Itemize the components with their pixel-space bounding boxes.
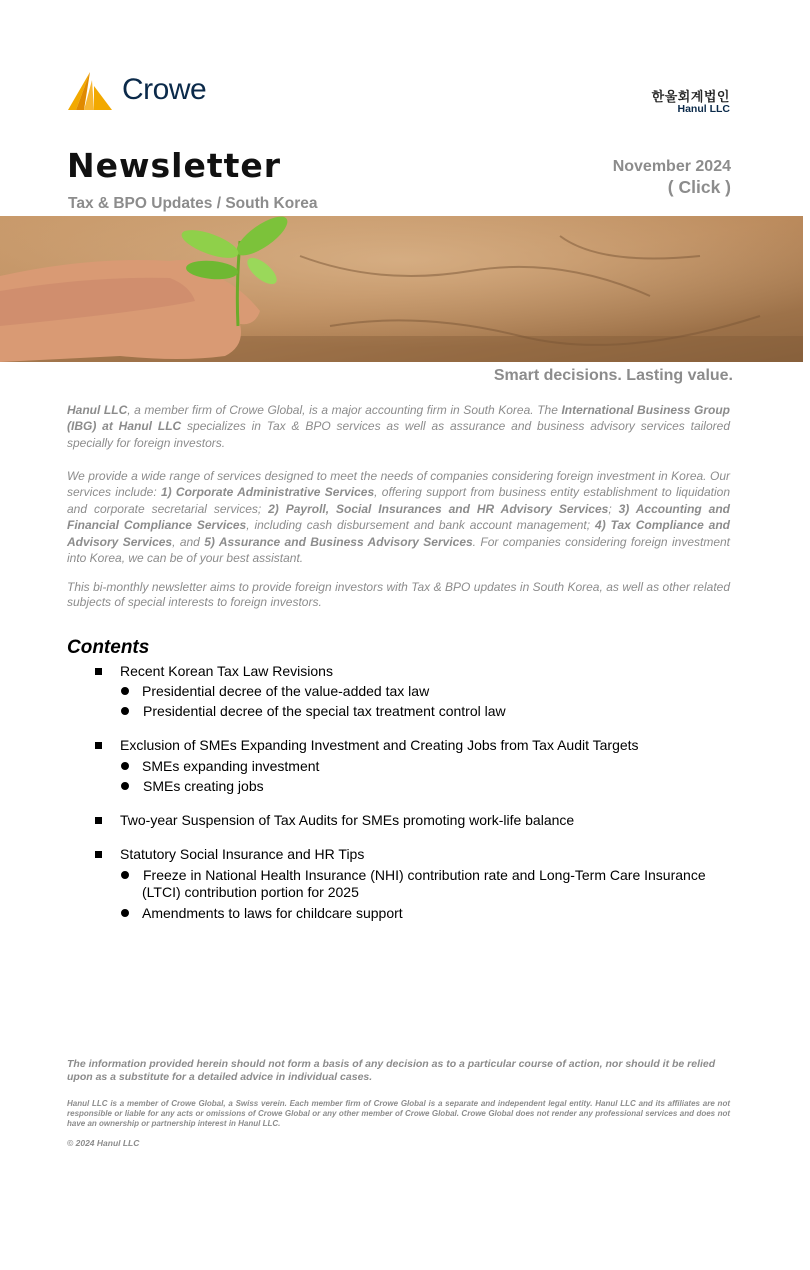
intro-paragraph-2-run: ; [608,501,619,516]
contents-section-2[interactable]: Exclusion of SMEs Expanding Investment and Creating Jobs from Tax Audit Targets [120,737,639,753]
intro-paragraph-1-run: specializes in Tax & BPO services as well as assurance and business advisory services tailored specially for foreign investors. [67,419,730,450]
contents-section-3[interactable]: Two-year Suspension of Tax Audits for SMEs promoting work-life balance [120,812,575,828]
round-bullet-icon [121,687,129,695]
tagline: Smart decisions. Lasting value. [493,367,733,384]
crowe-logo[interactable] [68,70,206,110]
contents-item-4-1-continued[interactable]: (LTCI) contribution portion for 2025 [142,884,359,900]
legal-notice: Hanul LLC is a member of Crowe Global, a Swiss verein. Each member firm of Crowe Global is a separate and independent legal entity. Hanul LLC and its affiliates are not responsible or liable for any acts or omissions of Crowe Global or any other member of Crowe Global. Crowe Global does not render any professional services and does not have an ownership or partnership interest in Hanul LLC. [67,1099,730,1128]
copyright: © 2024 Hanul LLC [67,1138,140,1148]
firm-name-korean: 한울회계법인 [651,89,730,104]
contents-item-1-1[interactable]: Presidential decree of the value-added tax law [142,683,430,699]
banner-hand-sprout-image [0,216,803,362]
round-bullet-icon [121,707,129,715]
square-bullet-icon [95,817,102,824]
intro-paragraph-2-run: , offering support from business entity establishment to liquidation and corporate secretarial services; [67,485,731,516]
intro-paragraph-2-run: 4) Tax Compliance and Advisory Services [67,518,730,549]
contents-heading: Contents [67,637,150,658]
firm-name [652,90,730,115]
intro-paragraph-2-run: 1) Corporate Administrative Services [160,485,375,500]
square-bullet-icon [95,851,102,858]
intro-paragraph-2-run: 3) Accounting and Financial Compliance Services [67,501,730,533]
intro-paragraph-2-run: , and [172,534,205,549]
intro-paragraph-1-run: Hanul LLC [67,403,128,417]
intro-paragraph-2-run: 2) Payroll, Social Insurances and HR Advisory Services [268,501,609,516]
round-bullet-icon [121,762,129,770]
click-link[interactable]: ( Click ) [667,177,731,197]
intro-paragraph-2-run: 5) Assurance and Business Advisory Services [204,534,473,549]
issue-date [613,157,731,197]
page-subtitle: Tax & BPO Updates / South Korea [68,195,318,212]
square-bullet-icon [95,742,102,749]
contents-item-2-1[interactable]: SMEs expanding investment [142,758,320,774]
intro-paragraph-2-run: We provide a wide range of services designed to meet the needs of companies considering foreign investment in Korea. Our services include: [67,469,730,500]
page-title: Newsletter [67,146,282,185]
firm-name-english: Hanul LLC [677,102,730,115]
contents-section-4[interactable]: Statutory Social Insurance and HR Tips [120,846,365,862]
intro-paragraph-3 [67,580,730,609]
round-bullet-icon [121,909,129,917]
intro-paragraph-1-run: International Business Group (IBG) at Hanul LLC [67,403,730,434]
intro-paragraph-1 [67,402,730,451]
intro-paragraph-2-run: , including cash disbursement and bank account management; [246,518,596,533]
round-bullet-icon [121,782,129,790]
intro-paragraph-3-run: This bi-monthly newsletter aims to provide foreign investors with Tax & BPO updates in South Korea, as well as other related subjects of special interests to foreign investors. [67,580,730,609]
intro-paragraph-2 [67,468,730,566]
square-bullet-icon [95,668,102,675]
intro-paragraph-2-run: . For companies considering foreign investment into Korea, we can be of your best assistant. [67,534,731,566]
brand-name: Crowe [122,73,207,106]
disclaimer: The information provided herein should not form a basis of any decision as to a particular course of action, nor should it be relied upon as a substitute for a detailed advice in individual cases. [67,1058,716,1083]
round-bullet-icon [121,871,129,879]
contents-item-1-2[interactable]: Presidential decree of the special tax treatment control law [143,703,506,719]
crowe-logo-icon [68,70,112,110]
contents-item-4-2[interactable]: Amendments to laws for childcare support [142,905,403,921]
contents-section-1[interactable]: Recent Korean Tax Law Revisions [120,663,333,679]
issue-date-text: November 2024 [612,158,731,175]
intro-paragraph-1-run: , a member firm of Crowe Global, is a major accounting firm in South Korea. The [127,403,562,417]
contents-item-4-1[interactable]: Freeze in National Health Insurance (NHI) contribution rate and Long-Term Care Insurance [143,867,706,883]
contents-item-2-2[interactable]: SMEs creating jobs [143,778,264,794]
